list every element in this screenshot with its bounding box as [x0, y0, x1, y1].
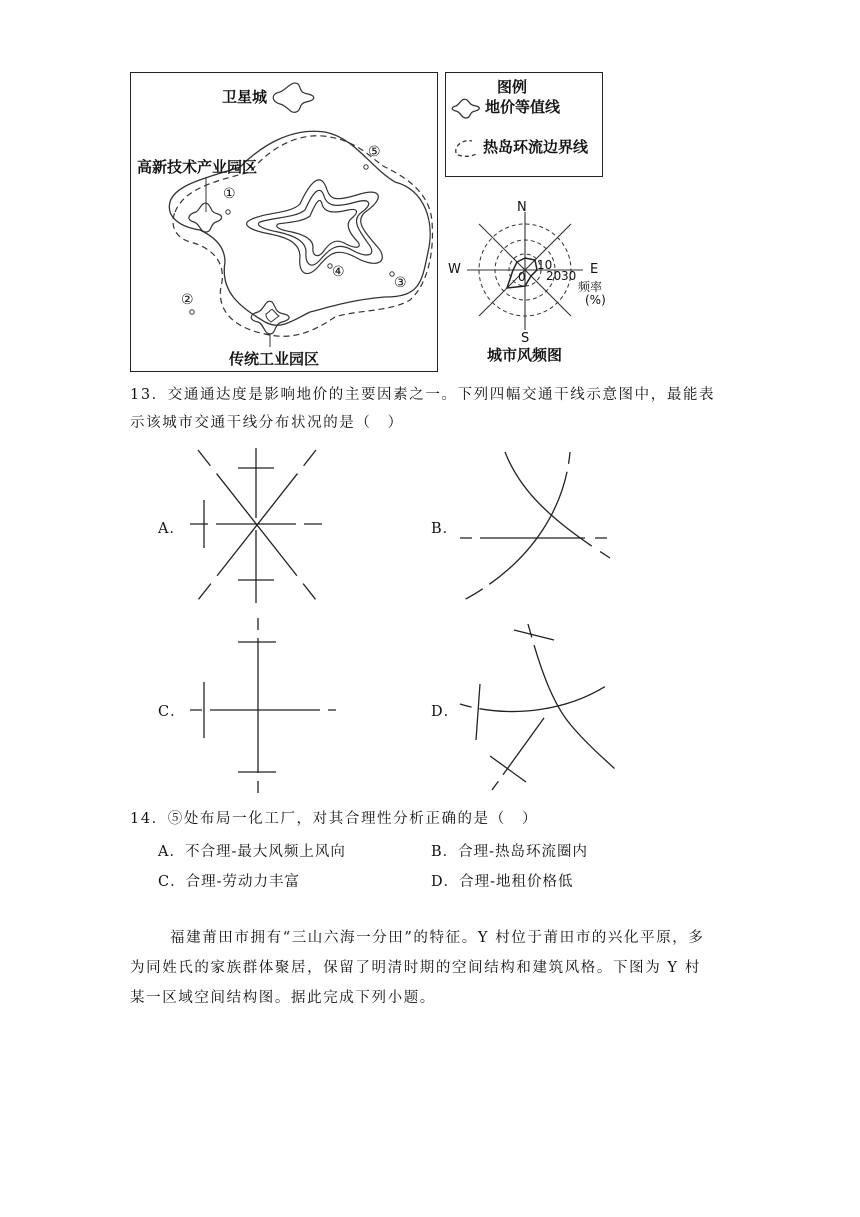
satellite-city-isoline [273, 83, 314, 112]
q13-option-d-diagram [458, 620, 618, 800]
q13-option-d-label[interactable]: D． [431, 704, 460, 720]
legend-isoline-label: 地价等值线 [485, 98, 561, 116]
marker-3: ③ [394, 275, 407, 291]
marker-5: ⑤ [368, 144, 381, 160]
legend-heat-island-label: 热岛环流边界线 [483, 138, 589, 156]
q13-option-c-diagram [190, 618, 340, 798]
hightech-park-label: 高新技术产业园区 [137, 158, 258, 176]
question13-line2: 示该城市交通干线分布状况的是（ ） [130, 415, 404, 431]
wind-rose-south: S [521, 331, 530, 346]
passage-line1: 福建莆田市拥有“三山六海一分田”的特征。Y 村位于莆田市的兴化平原，多 [170, 930, 705, 946]
wind-rose-unit-line2: (%) [585, 293, 606, 307]
wind-rose-ring-20: 20 [546, 269, 562, 283]
wind-rose-east: E [590, 262, 599, 277]
satellite-city-label: 卫星城 [222, 88, 268, 106]
q13-option-a-diagram [190, 448, 325, 603]
isoline-legend-icon [450, 94, 484, 120]
q13-option-a-label[interactable]: A． [158, 521, 185, 537]
wind-rose-caption: 城市风频图 [487, 346, 563, 364]
passage-line3: 某一区域空间结构图。据此完成下列小题。 [130, 990, 436, 1006]
hightech-park-isoline [189, 203, 222, 232]
wind-rose-ring-10: 10 [537, 258, 553, 272]
wind-rose-chart [455, 198, 605, 348]
marker-4: ④ [332, 264, 345, 280]
q14-option-b[interactable]: B．合理-热岛环流圈内 [431, 844, 589, 860]
passage-line2: 为同姓氏的家族群体聚居，保留了明清时期的空间结构和建筑风格。下图为 Y 村 [130, 960, 701, 976]
legend-title: 图例 [497, 78, 528, 96]
wind-rose-zero: 0 [518, 270, 526, 284]
marker-2: ② [181, 292, 194, 308]
q14-option-a[interactable]: A．不合理-最大风频上风向 [158, 844, 346, 860]
wind-rose-west: W [448, 262, 461, 277]
traditional-park-label: 传统工业园区 [229, 350, 320, 368]
center-isoline-2 [258, 190, 371, 265]
heat-island-legend-icon [450, 135, 484, 159]
q14-option-c[interactable]: C．合理-劳动力丰富 [158, 874, 300, 890]
wind-rose-north: N [517, 200, 527, 215]
q13-option-b-diagram [460, 450, 615, 605]
q13-option-c-label[interactable]: C． [158, 704, 186, 720]
wind-rose-unit-line1: 频率 [578, 280, 603, 294]
city-map-drawing [130, 72, 438, 372]
question13-line1: 13．交通通达度是影响地价的主要因素之一。下列四幅交通干线示意图中，最能表 [130, 387, 716, 403]
wind-rose-ring-30: 30 [561, 269, 577, 283]
q13-option-b-label[interactable]: B． [431, 521, 459, 537]
q14-option-d[interactable]: D．合理-地租价格低 [431, 874, 574, 890]
question14-stem: 14．⑤处布局一化工厂，对其合理性分析正确的是（ ） [130, 811, 539, 827]
marker-1: ① [223, 186, 236, 202]
